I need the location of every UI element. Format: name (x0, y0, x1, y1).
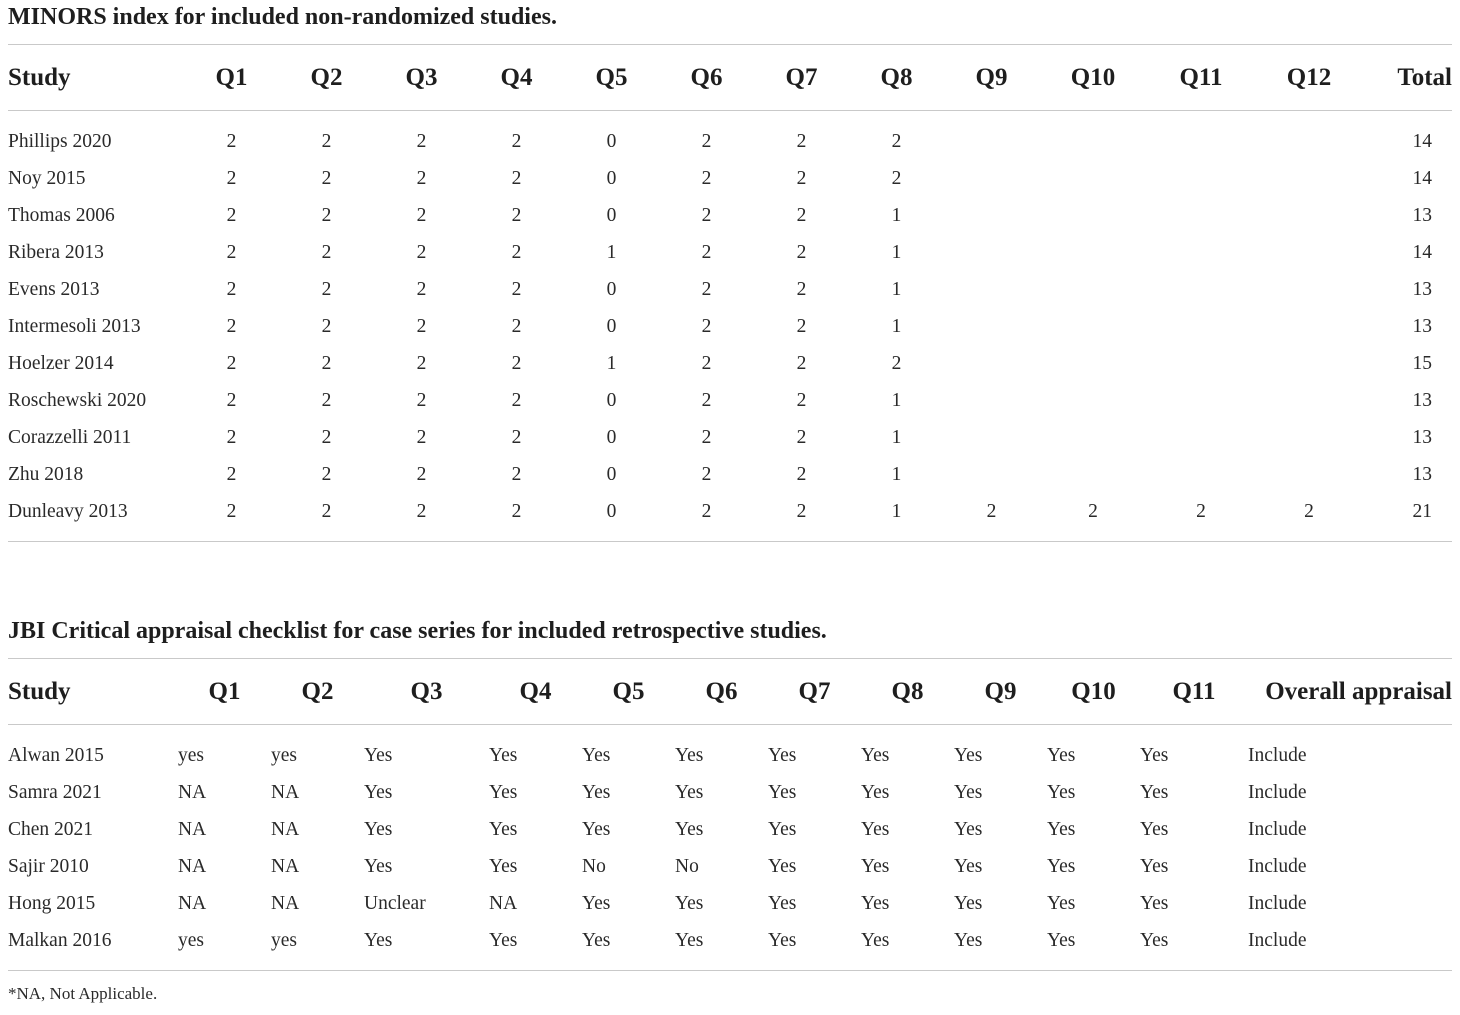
study-name-cell: Ribera 2013 (8, 242, 104, 263)
score-cell (1255, 308, 1363, 345)
score-cell: 0 (606, 316, 617, 337)
score-cell: 2 (511, 279, 522, 300)
table-row (8, 493, 1452, 542)
study-name-cell: Roschewski 2020 (8, 390, 147, 411)
score-cell: 2 (226, 353, 237, 374)
score-cell: 2 (226, 464, 237, 485)
score-cell: 2 (701, 279, 712, 300)
score-cell: Yes (954, 922, 1047, 971)
table-row (8, 197, 1452, 234)
score-cell: Yes (675, 922, 768, 971)
score-cell: 2 (754, 493, 849, 542)
score-cell: Yes (1140, 922, 1248, 971)
score-cell: 1 (891, 464, 902, 485)
score-cell: 2 (226, 242, 237, 263)
score-cell: 1 (606, 353, 617, 374)
score-cell: 1 (606, 242, 617, 263)
score-cell (1255, 419, 1363, 456)
score-cell: 0 (564, 493, 659, 542)
score-cell (944, 308, 1039, 345)
score-cell: 13 (1412, 205, 1432, 226)
score-cell: Yes (675, 745, 704, 766)
score-cell: Yes (489, 922, 582, 971)
jbi-col-header-q11: Q11 (1140, 659, 1248, 725)
score-cell: Yes (954, 745, 983, 766)
study-name-cell: Thomas 2006 (8, 205, 115, 226)
score-cell: 2 (701, 131, 712, 152)
score-cell: 13 (1412, 316, 1432, 337)
jbi-table-header (8, 659, 1452, 725)
score-cell (1039, 382, 1147, 419)
score-cell: 2 (321, 316, 332, 337)
footnote: *NA, Not Applicable. (8, 984, 158, 1003)
score-cell: Yes (861, 856, 890, 877)
study-name-cell: Corazzelli 2011 (8, 427, 132, 448)
minors-col-header-q2: Q2 (279, 45, 374, 111)
score-cell: 14 (1412, 168, 1432, 189)
score-cell: Yes (582, 893, 611, 914)
score-cell: 2 (891, 131, 902, 152)
score-cell (944, 382, 1039, 419)
score-cell: 2 (321, 353, 332, 374)
table-row (8, 308, 1452, 345)
score-cell (1039, 308, 1147, 345)
study-name-cell: Hoelzer 2014 (8, 353, 114, 374)
score-cell: Yes (675, 782, 704, 803)
table-row (8, 885, 1452, 922)
study-name-cell: Samra 2021 (8, 782, 102, 803)
score-cell: No (582, 856, 606, 877)
score-cell: Yes (489, 819, 518, 840)
score-cell: 2 (279, 493, 374, 542)
score-cell: 2 (891, 168, 902, 189)
score-cell: Yes (364, 922, 489, 971)
table-row (8, 725, 1452, 775)
score-cell: Yes (768, 893, 797, 914)
study-name-cell: Alwan 2015 (8, 745, 104, 766)
score-cell: 2 (416, 168, 427, 189)
score-cell: 1 (849, 493, 944, 542)
jbi-col-header-q8: Q8 (861, 659, 954, 725)
jbi-col-header-study: Study (8, 659, 178, 725)
score-cell: 2 (511, 242, 522, 263)
jbi-table (8, 658, 1452, 971)
score-cell: Yes (1047, 782, 1076, 803)
score-cell: 0 (606, 168, 617, 189)
table-row (8, 922, 1452, 971)
score-cell: 2 (701, 316, 712, 337)
score-cell: 13 (1412, 464, 1432, 485)
table-row (8, 456, 1452, 493)
score-cell: 2 (321, 131, 332, 152)
jbi-col-header-q1: Q1 (178, 659, 271, 725)
score-cell: NA (178, 819, 207, 840)
study-name-cell: Malkan 2016 (8, 922, 178, 971)
table-row (8, 160, 1452, 197)
minors-col-header-q12: Q12 (1255, 45, 1363, 111)
score-cell: 2 (321, 205, 332, 226)
score-cell: 2 (226, 279, 237, 300)
score-cell: Yes (861, 893, 890, 914)
score-cell: 13 (1412, 390, 1432, 411)
score-cell: 15 (1412, 353, 1432, 374)
score-cell (1147, 308, 1255, 345)
score-cell: 2 (416, 427, 427, 448)
score-cell: 2 (796, 353, 807, 374)
score-cell: Yes (489, 782, 518, 803)
score-cell: Yes (768, 856, 797, 877)
score-cell: 2 (701, 168, 712, 189)
score-cell (1147, 197, 1255, 234)
score-cell: 0 (606, 390, 617, 411)
score-cell: 2 (416, 353, 427, 374)
score-cell: 2 (226, 131, 237, 152)
score-cell: Include (1248, 856, 1307, 877)
score-cell: 0 (606, 131, 617, 152)
jbi-col-header-q3: Q3 (364, 659, 489, 725)
score-cell: yes (271, 922, 364, 971)
score-cell: 2 (511, 427, 522, 448)
table-row (8, 111, 1452, 161)
score-cell: Yes (364, 819, 393, 840)
score-cell: 2 (796, 316, 807, 337)
table-row (8, 848, 1452, 885)
score-cell: Yes (1140, 893, 1169, 914)
score-cell: Yes (768, 782, 797, 803)
score-cell (1147, 111, 1255, 161)
score-cell (1255, 197, 1363, 234)
score-cell: 2 (416, 205, 427, 226)
score-cell: Yes (489, 856, 518, 877)
study-name-cell: Evens 2013 (8, 279, 100, 300)
score-cell: 2 (891, 353, 902, 374)
score-cell: 2 (511, 390, 522, 411)
score-cell: Yes (489, 745, 518, 766)
table-row (8, 419, 1452, 456)
study-name-cell: Chen 2021 (8, 819, 94, 840)
score-cell: 13 (1412, 427, 1432, 448)
score-cell: Yes (954, 782, 983, 803)
score-cell: NA (178, 782, 207, 803)
score-cell: 2 (416, 279, 427, 300)
score-cell: 2 (321, 242, 332, 263)
score-cell: 1 (891, 242, 902, 263)
minors-table-caption: MINORS index for included non-randomized studies. (8, 4, 557, 30)
score-cell: NA (271, 893, 300, 914)
score-cell: 2 (701, 353, 712, 374)
score-cell: 2 (701, 464, 712, 485)
score-cell: 2 (321, 390, 332, 411)
score-cell: Yes (582, 922, 675, 971)
score-cell (1039, 160, 1147, 197)
score-cell: 0 (606, 464, 617, 485)
score-cell: Yes (954, 856, 983, 877)
score-cell: 2 (796, 390, 807, 411)
score-cell (1039, 111, 1147, 161)
score-cell (1255, 111, 1363, 161)
score-cell: 2 (321, 464, 332, 485)
score-cell (1147, 160, 1255, 197)
score-cell: 2 (511, 353, 522, 374)
score-cell: 2 (944, 493, 1039, 542)
score-cell: 2 (416, 316, 427, 337)
score-cell (944, 456, 1039, 493)
score-cell (1255, 234, 1363, 271)
score-cell: 2 (796, 242, 807, 263)
score-cell: Yes (582, 782, 611, 803)
score-cell: 2 (226, 168, 237, 189)
jbi-col-header-q7: Q7 (768, 659, 861, 725)
score-cell: 2 (701, 427, 712, 448)
table-row (8, 774, 1452, 811)
score-cell (1147, 419, 1255, 456)
minors-col-header-q8: Q8 (849, 45, 944, 111)
score-cell: 1 (891, 427, 902, 448)
study-name-cell: Sajir 2010 (8, 856, 89, 877)
score-cell: 2 (184, 493, 279, 542)
score-cell: 2 (1255, 493, 1363, 542)
score-cell: Yes (1047, 745, 1076, 766)
minors-col-header-q5: Q5 (564, 45, 659, 111)
score-cell: Yes (768, 819, 797, 840)
jbi-col-header-q2: Q2 (271, 659, 364, 725)
score-cell: Yes (768, 922, 861, 971)
minors-col-header-q1: Q1 (184, 45, 279, 111)
study-name-cell: Zhu 2018 (8, 464, 84, 485)
score-cell (1039, 234, 1147, 271)
score-cell: 2 (416, 242, 427, 263)
score-cell (1255, 345, 1363, 382)
score-cell: Yes (1140, 856, 1169, 877)
score-cell: Yes (675, 893, 704, 914)
score-cell: 2 (226, 427, 237, 448)
score-cell (1039, 456, 1147, 493)
score-cell: 2 (469, 493, 564, 542)
score-cell: 2 (321, 168, 332, 189)
score-cell (1039, 271, 1147, 308)
score-cell: 0 (606, 279, 617, 300)
minors-col-header-total: Total (1363, 45, 1452, 111)
score-cell: 2 (796, 205, 807, 226)
score-cell: Include (1248, 893, 1307, 914)
score-cell (944, 345, 1039, 382)
study-name-cell: Noy 2015 (8, 168, 86, 189)
minors-col-header-q10: Q10 (1039, 45, 1147, 111)
score-cell: 2 (226, 316, 237, 337)
minors-col-header-q7: Q7 (754, 45, 849, 111)
score-cell: 1 (891, 390, 902, 411)
score-cell: 13 (1412, 279, 1432, 300)
score-cell (944, 271, 1039, 308)
jbi-col-header-q10: Q10 (1047, 659, 1140, 725)
score-cell: 2 (1039, 493, 1147, 542)
score-cell: 2 (659, 493, 754, 542)
score-cell: Yes (954, 819, 983, 840)
score-cell: NA (178, 856, 207, 877)
score-cell: 2 (226, 205, 237, 226)
score-cell: Yes (1047, 819, 1076, 840)
score-cell: 2 (416, 464, 427, 485)
score-cell: NA (271, 782, 300, 803)
score-cell: Yes (582, 745, 611, 766)
jbi-col-header-q5: Q5 (582, 659, 675, 725)
score-cell (1255, 160, 1363, 197)
score-cell: Yes (861, 819, 890, 840)
score-cell: Yes (1047, 856, 1076, 877)
score-cell: NA (489, 893, 518, 914)
score-cell: Yes (364, 745, 393, 766)
score-cell (944, 419, 1039, 456)
score-cell (1255, 271, 1363, 308)
minors-table-header (8, 45, 1452, 111)
jbi-table-body (8, 725, 1452, 971)
minors-table (8, 44, 1452, 542)
score-cell (944, 111, 1039, 161)
score-cell: 2 (321, 427, 332, 448)
table-row (8, 382, 1452, 419)
jbi-table-caption: JBI Critical appraisal checklist for case series for included retrospective studies. (8, 618, 827, 644)
score-cell: Yes (954, 893, 983, 914)
study-name-cell: Dunleavy 2013 (8, 493, 184, 542)
minors-col-header-study: Study (8, 45, 184, 111)
score-cell: 2 (701, 390, 712, 411)
score-cell (1147, 234, 1255, 271)
score-cell: Yes (1140, 819, 1169, 840)
score-cell: 2 (321, 279, 332, 300)
score-cell: 21 (1363, 493, 1452, 542)
score-cell: 2 (796, 131, 807, 152)
score-cell (944, 234, 1039, 271)
jbi-col-header-q6: Q6 (675, 659, 768, 725)
minors-col-header-q11: Q11 (1147, 45, 1255, 111)
score-cell: 0 (606, 205, 617, 226)
score-cell (1147, 382, 1255, 419)
score-cell: Yes (861, 782, 890, 803)
score-cell: Yes (675, 819, 704, 840)
score-cell: 2 (416, 390, 427, 411)
minors-col-header-q9: Q9 (944, 45, 1039, 111)
study-name-cell: Phillips 2020 (8, 131, 112, 152)
score-cell: 2 (511, 316, 522, 337)
score-cell: Yes (364, 856, 393, 877)
score-cell: NA (271, 856, 300, 877)
score-cell (1039, 419, 1147, 456)
score-cell: 2 (511, 464, 522, 485)
score-cell: 2 (511, 168, 522, 189)
minors-col-header-q4: Q4 (469, 45, 564, 111)
score-cell: Include (1248, 922, 1452, 971)
score-cell: 2 (511, 131, 522, 152)
score-cell: yes (178, 745, 204, 766)
score-cell: Yes (861, 922, 954, 971)
score-cell: yes (178, 922, 271, 971)
score-cell: 2 (796, 427, 807, 448)
table-row (8, 271, 1452, 308)
score-cell: Yes (1140, 745, 1169, 766)
score-cell: Unclear (364, 893, 426, 914)
score-cell: Include (1248, 745, 1307, 766)
score-cell: 2 (226, 390, 237, 411)
score-cell (944, 197, 1039, 234)
study-name-cell: Hong 2015 (8, 893, 96, 914)
score-cell: Include (1248, 782, 1307, 803)
score-cell (1255, 382, 1363, 419)
score-cell (1147, 271, 1255, 308)
score-cell: 1 (891, 279, 902, 300)
score-cell (1255, 456, 1363, 493)
score-cell: 2 (796, 279, 807, 300)
score-cell: Yes (768, 745, 797, 766)
score-cell: 2 (796, 464, 807, 485)
score-cell: Yes (1140, 782, 1169, 803)
score-cell: Yes (582, 819, 611, 840)
score-cell (1039, 345, 1147, 382)
table-row (8, 811, 1452, 848)
score-cell: 2 (796, 168, 807, 189)
score-cell: 14 (1412, 131, 1432, 152)
score-cell: NA (178, 893, 207, 914)
jbi-col-header-q9: Q9 (954, 659, 1047, 725)
score-cell: 2 (701, 242, 712, 263)
score-cell (944, 160, 1039, 197)
minors-table-body (8, 111, 1452, 542)
score-cell: 2 (701, 205, 712, 226)
score-cell: 2 (1147, 493, 1255, 542)
score-cell: No (675, 856, 699, 877)
score-cell: NA (271, 819, 300, 840)
score-cell: 2 (416, 131, 427, 152)
table-row (8, 345, 1452, 382)
score-cell: 2 (511, 205, 522, 226)
score-cell: 0 (606, 427, 617, 448)
score-cell: yes (271, 745, 297, 766)
score-cell (1039, 197, 1147, 234)
score-cell: 1 (891, 316, 902, 337)
score-cell: Yes (1047, 893, 1076, 914)
minors-col-header-q6: Q6 (659, 45, 754, 111)
minors-col-header-q3: Q3 (374, 45, 469, 111)
score-cell: Yes (1047, 922, 1140, 971)
jbi-col-header-overall-appraisal: Overall appraisal (1248, 659, 1452, 725)
score-cell (1147, 345, 1255, 382)
score-cell: 2 (374, 493, 469, 542)
table-row (8, 234, 1452, 271)
score-cell: 14 (1412, 242, 1432, 263)
study-name-cell: Intermesoli 2013 (8, 316, 141, 337)
score-cell: Include (1248, 819, 1307, 840)
score-cell: 1 (891, 205, 902, 226)
jbi-col-header-q4: Q4 (489, 659, 582, 725)
score-cell (1147, 456, 1255, 493)
score-cell: Yes (364, 782, 393, 803)
score-cell: Yes (861, 745, 890, 766)
